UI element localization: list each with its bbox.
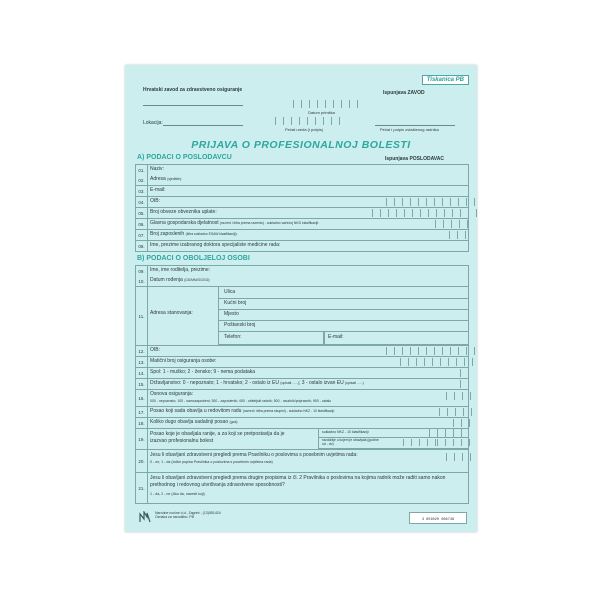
row-label: Matični broj osiguranja osobe: bbox=[150, 358, 217, 364]
citizenship-box[interactable] bbox=[460, 380, 469, 388]
email-field[interactable] bbox=[323, 331, 469, 345]
institution-name: Hrvatski zavod za zdravstveno osiguranje bbox=[143, 87, 243, 93]
filled-by-employer-label: Ispunjava POSLODAVAC bbox=[385, 156, 444, 162]
label-note: (upisati ......) bbox=[280, 381, 299, 385]
row-label: Ime, ime roditelja, prezime: bbox=[150, 267, 211, 273]
previous-job-period-note: razdoblje u kojem je obavljala (godine od - do) bbox=[322, 438, 379, 446]
postal-code-label: Poštanski broj bbox=[224, 322, 256, 328]
label-text: Posao koji sada obavlja u redovitom radu bbox=[150, 408, 242, 414]
email-label: E-mail: bbox=[328, 334, 344, 340]
row-number: 07. bbox=[136, 230, 148, 240]
row-label: OIB: bbox=[150, 347, 161, 353]
job-code-boxes[interactable] bbox=[439, 408, 472, 416]
row-03[interactable] bbox=[135, 186, 469, 197]
row-number: 15. bbox=[136, 379, 148, 389]
date-received-label: Datum primitka bbox=[308, 110, 335, 115]
signature-line[interactable] bbox=[375, 125, 455, 126]
row-14[interactable] bbox=[135, 368, 469, 379]
row-number: 04. bbox=[136, 197, 148, 207]
exam-options: 0 - ne, 1 - da (točke popisa Pravilnika o poslovima s posebnim uvjetima rada) bbox=[150, 460, 273, 464]
insurance-basis-boxes[interactable] bbox=[446, 392, 471, 400]
form-sheet bbox=[125, 65, 477, 532]
form-title: PRIJAVA O PROFESIONALNOJ BOLESTI bbox=[191, 139, 411, 151]
previous-job-period-cell[interactable] bbox=[318, 437, 469, 449]
label-text: Državljanstvo: 0 - nepoznato; 1 - hrvatsko; 2 - ostalo iz EU bbox=[150, 380, 279, 386]
institution-line bbox=[143, 105, 243, 106]
row-number: 02. bbox=[136, 175, 148, 185]
row-07[interactable] bbox=[135, 230, 469, 241]
city-label: Mjesto bbox=[224, 311, 239, 317]
stamp-label: Pečat ureda (i potpis) bbox=[285, 127, 324, 132]
location-line[interactable] bbox=[163, 125, 243, 126]
label-text: Adresa bbox=[150, 176, 166, 182]
row-20[interactable] bbox=[135, 450, 469, 473]
row-number: 09. bbox=[136, 266, 148, 276]
row-12[interactable] bbox=[135, 346, 469, 357]
row-label: Broj obveze obveznika uplate: bbox=[150, 209, 217, 215]
previous-job-note: sukladno NKZ - 10 klasifikaciji bbox=[322, 430, 369, 434]
row-label: Jesu li obavljani zdravstveni pregledi prema Pravilniku o poslovima s posebnim uvjetima rada: bbox=[150, 452, 358, 458]
row-label: Posao koje je obavljala ranije, a za koji se pretpostavlja da je izazvao profesionalnu bolest bbox=[150, 431, 285, 444]
row-label bbox=[150, 219, 319, 228]
row-08[interactable] bbox=[135, 241, 469, 252]
publisher-logo-icon bbox=[139, 510, 151, 522]
label-tail-note: (upisati ......) bbox=[345, 381, 364, 385]
row-15[interactable] bbox=[135, 379, 469, 390]
label-note: (šifra sukladno ESAW klasifikaciji): bbox=[185, 232, 238, 236]
row-label: Naziv: bbox=[150, 166, 164, 172]
row-number: 18. bbox=[136, 418, 148, 428]
row-number: 03. bbox=[136, 186, 148, 196]
insurance-basis-options: 000 - nepoznato; 100 - samozaposleni; 300 - zaposlenik; 400 - obiteljski radnik; 500 - naučnik/pripravnik; 900 - ostalo bbox=[150, 399, 332, 403]
row-number: 21. bbox=[136, 473, 148, 503]
row-number: 17. bbox=[136, 407, 148, 417]
barcode-digits: 3 856020 068748 bbox=[421, 518, 455, 522]
row-label: Ime, prezime izabranog doktora specijaliste medicine rada: bbox=[150, 242, 281, 248]
row-number: 11. bbox=[136, 287, 148, 345]
row-18[interactable] bbox=[135, 418, 469, 429]
row-number: 13. bbox=[136, 357, 148, 367]
row-label: Osnova osiguranja: bbox=[150, 391, 194, 397]
row-number: 01. bbox=[136, 165, 148, 175]
row-label bbox=[150, 418, 238, 427]
filled-by-zavod-label: Ispunjava ZAVOD bbox=[383, 90, 425, 96]
other-exam-options: 1 - da, 2 - ne (Ako da, navesti koji) bbox=[150, 492, 205, 496]
insurance-number-boxes[interactable] bbox=[400, 358, 473, 366]
label-tail: ; 3 - ostalo izvan EU bbox=[299, 380, 344, 386]
form-code-tab: Tiskanica PB bbox=[422, 75, 469, 85]
row-number: 12. bbox=[136, 346, 148, 356]
label-text: Datum rođenja bbox=[150, 277, 183, 283]
payment-number-boxes[interactable] bbox=[372, 209, 477, 217]
row-number: 20. bbox=[136, 450, 148, 472]
label-note: (god): bbox=[229, 420, 239, 424]
row-21[interactable] bbox=[135, 473, 469, 504]
row-number: 16. bbox=[136, 390, 148, 406]
row-label: Jesu li obavljani zdravstveni pregledi prema drugim propisima iz čl. 2 Pravilnika o poslovima na kojima radnik može raditi samo nakon prethodnog i redovnog utvrđivanja zdravstvene sposobnosti? bbox=[150, 475, 446, 488]
row-05[interactable] bbox=[135, 208, 469, 219]
label-text: Koliko dugo obavlja sadašnji posao bbox=[150, 419, 229, 425]
house-number-label: Kućni broj bbox=[224, 300, 247, 306]
row-label: OIB: bbox=[150, 198, 161, 204]
stamp-boxes[interactable] bbox=[275, 117, 340, 125]
label-text: Broj zaposlenih bbox=[150, 231, 185, 237]
row-17[interactable] bbox=[135, 407, 469, 418]
street-label: Ulica bbox=[224, 289, 236, 295]
exam-boxes[interactable] bbox=[446, 453, 471, 461]
employees-code-boxes[interactable] bbox=[449, 231, 466, 239]
phone-field[interactable] bbox=[218, 331, 325, 345]
row-label: E-mail: bbox=[150, 187, 166, 193]
label-note: (sjedište): bbox=[167, 177, 182, 181]
date-received-boxes[interactable] bbox=[293, 100, 358, 108]
row-04[interactable] bbox=[135, 197, 469, 208]
row-label bbox=[150, 379, 364, 388]
location-label: Lokacija: bbox=[143, 120, 163, 126]
publisher-line-2: Oznaka za narudžbu: PB bbox=[155, 515, 194, 519]
section-b-heading: B) PODACI O OBOLJELOJ OSOBI bbox=[137, 255, 250, 262]
row-13[interactable] bbox=[135, 357, 469, 368]
activity-code-boxes[interactable] bbox=[435, 220, 468, 228]
row-10[interactable] bbox=[135, 276, 469, 287]
row-label: Spol: 1 - muško; 2 - žensko; 9 - nema podataka bbox=[150, 369, 256, 375]
row-label bbox=[150, 175, 182, 184]
row-number: 06. bbox=[136, 219, 148, 229]
period-to-boxes[interactable] bbox=[437, 439, 470, 446]
person-oib-boxes[interactable] bbox=[386, 347, 475, 355]
label-note: (razred i šifra prema razredu) - sukladno važećoj NKD klasifikaciji: bbox=[220, 221, 319, 225]
sex-box[interactable] bbox=[460, 369, 469, 377]
barcode bbox=[409, 512, 467, 524]
row-number: 10. bbox=[136, 276, 148, 286]
row-11[interactable] bbox=[135, 287, 469, 346]
phone-label: Telefon: bbox=[224, 334, 242, 340]
duration-boxes[interactable] bbox=[453, 419, 470, 427]
row-label bbox=[150, 276, 210, 285]
period-from-boxes[interactable] bbox=[403, 439, 436, 446]
row-number: 05. bbox=[136, 208, 148, 218]
form-code: 551424 bbox=[209, 511, 221, 515]
section-a-heading: A) PODACI O POSLODAVCU bbox=[137, 154, 232, 161]
publisher-info bbox=[155, 511, 209, 519]
row-label bbox=[150, 407, 335, 416]
row-19[interactable] bbox=[135, 429, 469, 450]
row-number: 08. bbox=[136, 241, 148, 251]
label-text: Glavna gospodarska djelatnost bbox=[150, 220, 219, 226]
label-note: (DD/MM/GGGG): bbox=[184, 278, 211, 282]
row-16[interactable] bbox=[135, 390, 469, 407]
row-number: 14. bbox=[136, 368, 148, 378]
row-06[interactable] bbox=[135, 219, 469, 230]
row-02[interactable] bbox=[135, 175, 469, 186]
row-label: Adresa stanovanja: bbox=[150, 310, 193, 316]
signature-label: Pečat i potpis ovlaštenog radnika bbox=[380, 127, 439, 132]
row-label bbox=[150, 230, 237, 239]
oib-boxes[interactable] bbox=[386, 198, 475, 206]
publisher-line-1: Narodne novine d.d., Zagreb - (13) bbox=[155, 511, 209, 515]
previous-job-code-boxes[interactable] bbox=[429, 429, 462, 437]
row-number: 19. bbox=[136, 429, 148, 449]
label-note: (razred i šifra prema skupini) - sukladno NKZ - 10 klasifikaciji: bbox=[242, 409, 335, 413]
